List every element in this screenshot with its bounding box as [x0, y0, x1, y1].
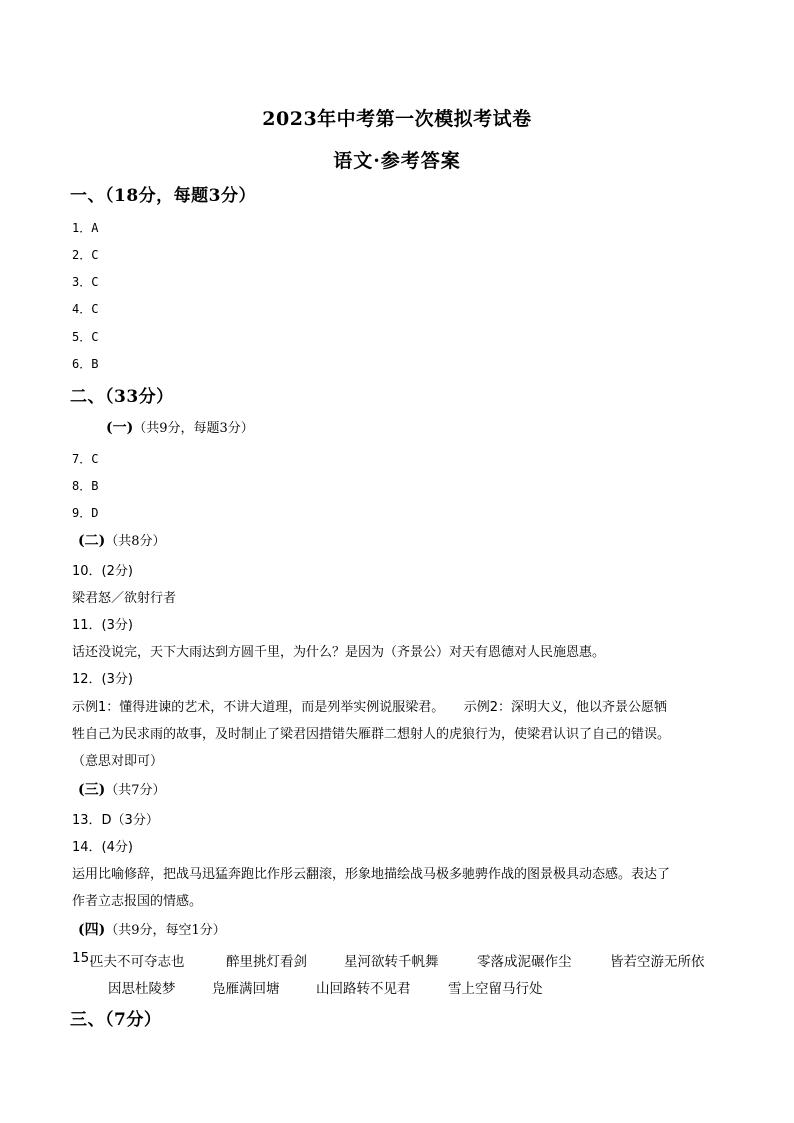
answer-12-line2: 牲自己为民求雨的故事，及时制止了梁君因措错失雁群二想射人的虎狼行为，使梁君认识了自己的错误。	[72, 727, 671, 742]
answer-14-line1: 运用比喻修辞，把战马迅猛奔跑比作彤云翻滚，形象地描绘战马极多驰骋作战的图景极具动态感。表达了	[72, 867, 671, 882]
answer-11: 话还没说完，天下大雨达到方圆千里，为什么？是因为（齐景公）对天有恩德对人民施恩惠。	[72, 645, 606, 660]
blank-answer: 雪上空留马行处	[448, 981, 543, 997]
answer-13: 13．D（3分）	[72, 813, 159, 828]
blank-answer: 零落成泥碾作尘	[477, 954, 572, 970]
blank-answer: 匹夫不可夺志也	[90, 954, 185, 970]
answer-12-note: （意思对即可）	[72, 754, 164, 769]
question-10-label: 10．(2分)	[72, 564, 133, 579]
answer-4: 4．C	[72, 302, 99, 316]
subsection-1-heading	[106, 417, 254, 437]
question-15-row2	[72, 977, 722, 997]
blank-answer: 皆若空游无所依	[610, 954, 705, 970]
answer-14-line2: 作者立志报国的情感。	[72, 894, 203, 909]
question-12-label: 12．(3分)	[72, 672, 133, 687]
answer-6: 6．B	[72, 357, 99, 371]
answer-1: 1．A	[72, 221, 99, 235]
section-heading-part3: 三、（7分）	[70, 1010, 162, 1030]
blank-answer: 山回路转不见君	[316, 981, 411, 997]
answer-5: 5．C	[72, 330, 99, 344]
blank-answer: 星河欲转千帆舞	[344, 954, 439, 970]
subsection-3-heading	[78, 779, 166, 799]
question-15-row1	[72, 950, 722, 970]
subsection-4-label: (四)	[78, 922, 106, 938]
answer-3: 3．C	[72, 275, 99, 289]
section-heading-part1: 一、（18分，每题3分）	[70, 186, 256, 206]
subsection-3-label: (三)	[78, 782, 106, 798]
subsection-1-note: （共9分，每题3分）	[133, 421, 254, 436]
blank-answer: 因思杜陵梦	[108, 981, 176, 997]
answer-10: 梁君怒／欲射行者	[72, 591, 177, 606]
section-heading-part2: 二、（33分）	[70, 387, 174, 407]
blank-answer: 醉里挑灯看剑	[226, 954, 307, 970]
answer-2: 2．C	[72, 248, 99, 262]
subsection-2-heading	[78, 530, 166, 550]
subsection-2-note: （共8分）	[105, 534, 166, 549]
question-11-label: 11．(3分)	[72, 618, 133, 633]
answer-7: 7．C	[72, 452, 99, 466]
subsection-4-note: （共9分，每空1分）	[105, 923, 226, 938]
answer-12-line1: 示例1：懂得进谏的艺术，不讲大道理，而是列举实例说服梁君。 示例2：深明大义，他以齐景公愿牺	[72, 700, 668, 715]
subsection-2-label: (二)	[78, 533, 106, 549]
subsection-4-heading	[78, 919, 226, 939]
page-title: 2023年中考第一次模拟考试卷	[262, 108, 532, 130]
question-15-prefix: 15.	[72, 950, 94, 966]
question-14-label: 14．(4分)	[72, 840, 133, 855]
page-subtitle: 语文·参考答案	[333, 150, 461, 172]
answer-8: 8．B	[72, 479, 99, 493]
answer-9: 9．D	[72, 506, 99, 520]
subsection-3-note: （共7分）	[105, 783, 166, 798]
blank-answer: 凫雁满回塘	[212, 981, 280, 997]
subsection-1-label: (一)	[106, 420, 134, 436]
